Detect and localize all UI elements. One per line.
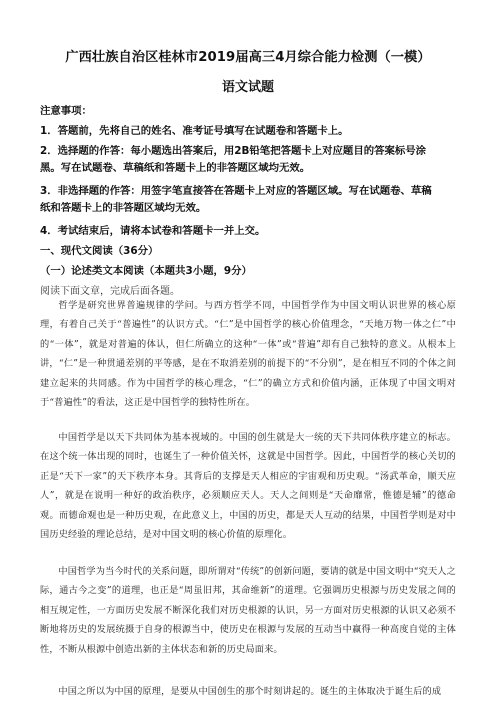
notice-item-2-line-1: 2．选择题的作答：每小题选出答案后，用2B铅笔把答题卡上对应题目的答案标号涂 bbox=[40, 145, 427, 157]
passage-paragraph-1: 哲学是研究世界普遍规律的学问。与西方哲学不同，中国哲学作为中国文明认识世界的核心原理，有着自己关于“普遍性”的认识方式。“仁”是中国哲学的核心价值理念，“天地万物一体之仁”中的“一体”，就是对普遍的体认，但仁所确立的这种“一体”或“普遍”却有自己独特的意义。从根本上讲，“仁”是一种贯通差别的平等感，是在不取消差别的前提下的“不分别”，是在相互不同的个体之间建立起来的共同感。作为中国哲学的核心理念，“仁”的确立方式和价值内涵，正体现了中国文明对于“普遍性”的看法，这正是中国哲学的独特性所在。 bbox=[40, 300, 456, 409]
exam-title: 广西壮族自治区桂林市2019届高三4月综合能力检测（一模） bbox=[65, 50, 431, 65]
exam-subtitle: 语文试题 bbox=[221, 80, 274, 95]
passage-paragraph-2: 中国哲学是以天下共同体为基本视域的。中国的创生就是大一统的天下共同体秩序建立的标志。在这个统一体出现的同时，也诞生了一种价值关怀，这就是中国哲学。因此，中国哲学的核心关切的正是“天下一家”的天下秩序本身。其背后的支撑是天人相应的宇宙观和历史观。“汤武革命，顺天应人”，就是在说明一种好的政治秩序，必须顺应天人。天人之间则是“天命靡常，惟德是辅”的德命观。而德命观也是一种历史观，在此意义上，中国的历史，都是天人互动的结果，中国哲学则是对中国历史经验的理论总结，是对中国文明的核心价值的原理化。 bbox=[40, 432, 456, 541]
notice-label: 注意事项： bbox=[40, 105, 92, 117]
passage-paragraph-3: 中国哲学为当今时代的关系问题，即所谓对“传统”的创新问题，要请的就是中国文明中“究天人之际，通古今之变”的道理，也正是“周虽旧邦，其命维新”的道理。它强调历史根源与历史发展之间的相互规定性，一方面历史发展不断深化我们对历史根源的认识，另一方面对历史根源的认识又必须不断地将历史的发展统摄于自身的根源当中，使历史在根源与发展的互动当中赢得一种高度自觉的主体性，不断从根源中创造出新的主体状态和新的历史局面来。 bbox=[40, 566, 456, 655]
notice-item-3-line-2: 纸和答题卡上的非答题区域均无效。 bbox=[40, 202, 207, 214]
notice-item-4: 4．考试结束后，请将本试卷和答题卡一并上交。 bbox=[40, 225, 266, 237]
passage-paragraph-4: 中国之所以为中国的原理，是要从中国创生的那个时刻讲起的。诞生的主体取决于诞生后的成 bbox=[58, 686, 442, 697]
section-heading: 一、现代文阅读（36分） bbox=[40, 245, 159, 257]
reading-instruction: 阅读下面文章，完成后面各题。 bbox=[40, 286, 180, 297]
notice-item-3-line-1: 3．非选择题的作答：用签字笔直接答在答题卡上对应的答题区域。写在试题卷、草稿 bbox=[40, 185, 432, 197]
subsection-heading: （一）论述类文本阅读（本题共3小题，9分） bbox=[40, 265, 252, 277]
notice-item-1: 1．答题前，先将自己的姓名、准考证号填写在试题卷和答题卡上。 bbox=[40, 125, 349, 137]
notice-item-2-line-2: 黑。写在试题卷、草稿纸和答题卡上的非答题区域均无效。 bbox=[40, 162, 311, 174]
